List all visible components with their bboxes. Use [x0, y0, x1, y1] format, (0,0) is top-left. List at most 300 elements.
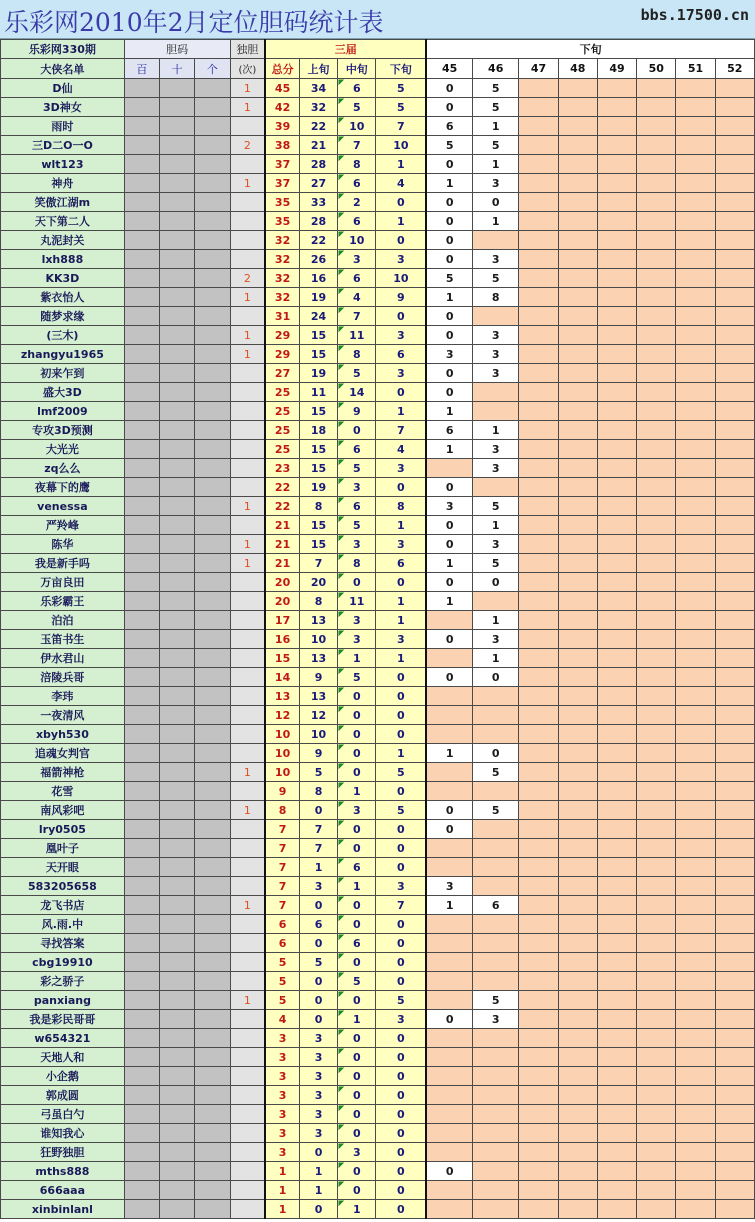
name-cell: 我是新手吗: [1, 554, 125, 573]
day-51-cell: [676, 972, 715, 991]
table-row: [1, 1048, 755, 1067]
name-cell: 彩之骄子: [1, 972, 125, 991]
bai-cell: [124, 839, 159, 858]
dudan-count-cell: [230, 744, 265, 763]
day-52-cell: [715, 478, 754, 497]
day-50-cell: [637, 1067, 676, 1086]
ge-cell: [195, 1010, 230, 1029]
day-51-cell: [676, 1086, 715, 1105]
zhongxun-cell: 8: [338, 345, 376, 364]
day-47-cell: [519, 250, 558, 269]
day-45-cell: 0: [426, 668, 472, 687]
day-50-cell: [637, 383, 676, 402]
day-47-cell: [519, 934, 558, 953]
shangxun-cell: 15: [299, 516, 337, 535]
dudan-count-cell: [230, 117, 265, 136]
day-46-cell: 1: [473, 155, 519, 174]
table-row: [1, 953, 755, 972]
ge-cell: [195, 155, 230, 174]
total-score-cell: 16: [265, 630, 299, 649]
shangxun-cell: 3: [299, 877, 337, 896]
day-48-cell: [558, 972, 597, 991]
day-48-cell: [558, 288, 597, 307]
table-row: [1, 972, 755, 991]
day-50-cell: [637, 839, 676, 858]
day-45-cell: 0: [426, 516, 472, 535]
day-47-cell: [519, 611, 558, 630]
total-score-cell: 20: [265, 592, 299, 611]
day-51-cell: [676, 1067, 715, 1086]
total-score-cell: 25: [265, 440, 299, 459]
shi-cell: [160, 801, 195, 820]
day-52-cell: [715, 668, 754, 687]
day-52-cell: [715, 1048, 754, 1067]
day-46-cell: 1: [473, 421, 519, 440]
bai-cell: [124, 231, 159, 250]
day-52-cell: [715, 1124, 754, 1143]
day-49-cell: [597, 611, 636, 630]
day-47-cell: [519, 1143, 558, 1162]
day-45-cell: 1: [426, 402, 472, 421]
xiaxun-cell: 4: [376, 174, 426, 193]
dudan-count-cell: [230, 877, 265, 896]
xiaxun-cell: 0: [376, 1048, 426, 1067]
day-52-cell: [715, 877, 754, 896]
total-score-cell: 3: [265, 1067, 299, 1086]
total-score-cell: 32: [265, 288, 299, 307]
zhongxun-cell: 8: [338, 155, 376, 174]
day-50-cell: [637, 877, 676, 896]
day-48-cell: [558, 611, 597, 630]
shi-cell: [160, 345, 195, 364]
day-47-cell: [519, 915, 558, 934]
day-45-cell: 1: [426, 896, 472, 915]
day-52-cell: [715, 630, 754, 649]
day-48-cell: [558, 402, 597, 421]
day-49-cell: [597, 440, 636, 459]
shangxun-cell: 0: [299, 991, 337, 1010]
zhongxun-cell: 3: [338, 630, 376, 649]
day-49-cell: [597, 1162, 636, 1181]
zhongxun-cell: 3: [338, 611, 376, 630]
day-46-cell: 5: [473, 554, 519, 573]
shangxun-cell: 15: [299, 402, 337, 421]
xiaxun-cell: 10: [376, 269, 426, 288]
day-45-cell: 0: [426, 820, 472, 839]
day-47-cell: [519, 554, 558, 573]
bai-cell: [124, 573, 159, 592]
total-score-cell: 7: [265, 820, 299, 839]
day-45-cell: [426, 1105, 472, 1124]
total-score-cell: 27: [265, 364, 299, 383]
day-49-cell: [597, 991, 636, 1010]
table-row: [1, 117, 755, 136]
ge-cell: [195, 402, 230, 421]
shi-cell: [160, 1105, 195, 1124]
day-49-cell: [597, 535, 636, 554]
day-48-cell: [558, 1105, 597, 1124]
ge-cell: [195, 611, 230, 630]
day-50-cell: [637, 79, 676, 98]
day-51-cell: [676, 288, 715, 307]
day-49-cell: [597, 744, 636, 763]
name-cell: 天地人和: [1, 1048, 125, 1067]
day-46-cell: [473, 877, 519, 896]
dudan-count-cell: [230, 1067, 265, 1086]
day-51-cell: [676, 801, 715, 820]
day-46-cell: [473, 1067, 519, 1086]
day-48-cell: [558, 991, 597, 1010]
table-row: [1, 1124, 755, 1143]
day-49-cell: [597, 972, 636, 991]
shi-cell: [160, 706, 195, 725]
table-row: [1, 782, 755, 801]
day-49-cell: [597, 782, 636, 801]
day-49-cell: [597, 1105, 636, 1124]
day-52-cell: [715, 1010, 754, 1029]
day-48-cell: [558, 79, 597, 98]
day-48-cell: [558, 573, 597, 592]
ge-cell: [195, 801, 230, 820]
day-45-cell: [426, 763, 472, 782]
xiaxun-cell: 1: [376, 516, 426, 535]
zhongxun-cell: 9: [338, 402, 376, 421]
shangxun-cell: 8: [299, 782, 337, 801]
zhongxun-cell: 1: [338, 782, 376, 801]
ge-cell: [195, 744, 230, 763]
zhongxun-cell: 0: [338, 839, 376, 858]
shi-cell: [160, 820, 195, 839]
shi-cell: [160, 1200, 195, 1219]
day-48-cell: [558, 839, 597, 858]
day-48-cell: [558, 98, 597, 117]
day-51-cell: [676, 953, 715, 972]
day-45-cell: 0: [426, 212, 472, 231]
day-47-cell: [519, 877, 558, 896]
shangxun-cell: 1: [299, 858, 337, 877]
name-cell: 花雪: [1, 782, 125, 801]
day-46-cell: 3: [473, 1010, 519, 1029]
day-47-cell: [519, 630, 558, 649]
table-row: [1, 98, 755, 117]
day-52-cell: [715, 1143, 754, 1162]
day-46-cell: 3: [473, 440, 519, 459]
table-row: [1, 364, 755, 383]
shangxun-cell: 8: [299, 497, 337, 516]
day-51-cell: [676, 231, 715, 250]
day-48-cell: [558, 858, 597, 877]
shangxun-cell: 10: [299, 630, 337, 649]
table-row: [1, 1067, 755, 1086]
zhongxun-cell: 3: [338, 801, 376, 820]
ge-cell: [195, 649, 230, 668]
bai-cell: [124, 592, 159, 611]
xiaxun-cell: 1: [376, 402, 426, 421]
bai-cell: [124, 212, 159, 231]
day-51-cell: [676, 649, 715, 668]
day-45-cell: [426, 972, 472, 991]
bai-cell: [124, 1010, 159, 1029]
xiaxun-cell: 0: [376, 668, 426, 687]
dudan-count-cell: 1: [230, 763, 265, 782]
day-51-cell: [676, 782, 715, 801]
day-45-cell: 0: [426, 231, 472, 250]
day-47-cell: [519, 307, 558, 326]
day-45-cell: 0: [426, 326, 472, 345]
day-50-cell: [637, 250, 676, 269]
name-cell: xinbinlanl: [1, 1200, 125, 1219]
bai-cell: [124, 706, 159, 725]
bai-header: 百: [124, 59, 159, 79]
shangxun-cell: 13: [299, 611, 337, 630]
table-row: [1, 269, 755, 288]
day-48-cell: [558, 953, 597, 972]
day-50-cell: [637, 1029, 676, 1048]
zhongxun-cell: 3: [338, 478, 376, 497]
day-47-cell: [519, 1086, 558, 1105]
day-49-cell: [597, 402, 636, 421]
shi-cell: [160, 459, 195, 478]
day-46-cell: 5: [473, 991, 519, 1010]
shi-cell: [160, 79, 195, 98]
dudan-count-cell: [230, 459, 265, 478]
zhongxun-cell: 6: [338, 79, 376, 98]
day-52-cell: [715, 1086, 754, 1105]
day-50-cell: [637, 687, 676, 706]
xiaxun-cell: 7: [376, 421, 426, 440]
day-51-cell: [676, 250, 715, 269]
day-47-cell: [519, 763, 558, 782]
day-51-cell: [676, 630, 715, 649]
dudan-count-cell: 1: [230, 98, 265, 117]
dudan-count-cell: [230, 212, 265, 231]
shangxun-cell: 13: [299, 687, 337, 706]
day-46-cell: 1: [473, 611, 519, 630]
day-45-cell: [426, 649, 472, 668]
dudan-count-cell: [230, 953, 265, 972]
total-score-cell: 21: [265, 516, 299, 535]
day-49-cell: [597, 668, 636, 687]
shangxun-cell: 19: [299, 364, 337, 383]
day-52-cell: [715, 763, 754, 782]
zhongxun-cell: 4: [338, 288, 376, 307]
dudan-count-cell: [230, 592, 265, 611]
name-cell: 天下第二人: [1, 212, 125, 231]
dudan-count-cell: [230, 1105, 265, 1124]
name-cell: 丸泥封关: [1, 231, 125, 250]
day-47-cell: [519, 136, 558, 155]
bai-cell: [124, 79, 159, 98]
ge-cell: [195, 1086, 230, 1105]
day-50-cell: [637, 972, 676, 991]
table-row: [1, 326, 755, 345]
day-52-cell: [715, 839, 754, 858]
day-50-cell: [637, 934, 676, 953]
day-49-cell: [597, 307, 636, 326]
shangxun-cell: 3: [299, 1029, 337, 1048]
table-row: [1, 250, 755, 269]
shangxun-cell: 7: [299, 839, 337, 858]
shangxun-cell: 3: [299, 1105, 337, 1124]
day-46-cell: [473, 402, 519, 421]
day-49-cell: [597, 1181, 636, 1200]
dudan-count-cell: [230, 1200, 265, 1219]
day-47-cell: [519, 383, 558, 402]
day-51-cell: [676, 573, 715, 592]
day-52-cell: [715, 649, 754, 668]
shangxun-cell: 15: [299, 326, 337, 345]
name-col-header: 大侠名单: [1, 59, 125, 79]
day-52-cell: [715, 402, 754, 421]
day-45-cell: 5: [426, 269, 472, 288]
name-cell: 狂野独胆: [1, 1143, 125, 1162]
name-cell: 福箭神枪: [1, 763, 125, 782]
bai-cell: [124, 535, 159, 554]
ge-cell: [195, 1029, 230, 1048]
bai-cell: [124, 1143, 159, 1162]
day-49-cell: [597, 1086, 636, 1105]
table-row: [1, 136, 755, 155]
day-51-cell: [676, 117, 715, 136]
name-cell: panxiang: [1, 991, 125, 1010]
day-52-cell: [715, 345, 754, 364]
shangxun-cell: 22: [299, 117, 337, 136]
shangxun-cell: 19: [299, 288, 337, 307]
day-50-cell: [637, 459, 676, 478]
day-46-cell: 3: [473, 459, 519, 478]
xiaxun-cell: 1: [376, 592, 426, 611]
day-45-cell: [426, 1086, 472, 1105]
day-45-cell: [426, 934, 472, 953]
day-47-cell: [519, 345, 558, 364]
bai-cell: [124, 383, 159, 402]
dudan-count-cell: [230, 934, 265, 953]
day-50-cell: [637, 193, 676, 212]
total-score-cell: 13: [265, 687, 299, 706]
day-47-cell: [519, 1124, 558, 1143]
day-50-cell: [637, 497, 676, 516]
xiaxun-cell: 0: [376, 839, 426, 858]
day-47-cell: [519, 326, 558, 345]
table-row: [1, 668, 755, 687]
day-51-cell: [676, 402, 715, 421]
total-score-cell: 31: [265, 307, 299, 326]
zhongxun-cell: 11: [338, 592, 376, 611]
header-row-1: [1, 40, 755, 59]
total-score-cell: 37: [265, 155, 299, 174]
day-46-cell: [473, 915, 519, 934]
day-47-cell: [519, 1181, 558, 1200]
day-49-cell: [597, 706, 636, 725]
day-50-cell: [637, 725, 676, 744]
zhongxun-cell: 1: [338, 877, 376, 896]
day-46-cell: [473, 1124, 519, 1143]
day-47-cell: [519, 1162, 558, 1181]
day-45-cell: 0: [426, 1162, 472, 1181]
ge-cell: [195, 592, 230, 611]
day-47-cell: [519, 649, 558, 668]
shangxun-cell: 32: [299, 98, 337, 117]
bai-cell: [124, 1067, 159, 1086]
total-score-cell: 29: [265, 345, 299, 364]
day-47-cell: [519, 459, 558, 478]
day-45-cell: [426, 611, 472, 630]
ge-cell: [195, 326, 230, 345]
day-45-cell: 0: [426, 573, 472, 592]
day-51-cell: [676, 744, 715, 763]
day-46-cell: [473, 1181, 519, 1200]
xiaxun-cell: 0: [376, 1200, 426, 1219]
ge-cell: [195, 117, 230, 136]
xiaxun-cell: 0: [376, 1105, 426, 1124]
day-50-cell: [637, 896, 676, 915]
shangxun-cell: 0: [299, 1010, 337, 1029]
xiaxun-cell: 3: [376, 326, 426, 345]
day-52-cell: [715, 136, 754, 155]
day-50-cell: [637, 478, 676, 497]
name-cell: cbg19910: [1, 953, 125, 972]
day-48-cell: [558, 1048, 597, 1067]
name-cell: KK3D: [1, 269, 125, 288]
day-45-cell: [426, 782, 472, 801]
day-52-cell: [715, 269, 754, 288]
shi-cell: [160, 1029, 195, 1048]
day-51-cell: [676, 1010, 715, 1029]
total-score-cell: 38: [265, 136, 299, 155]
ge-cell: [195, 991, 230, 1010]
day-51-cell: [676, 1105, 715, 1124]
name-cell: zq么么: [1, 459, 125, 478]
day-47-cell: [519, 687, 558, 706]
day-48-cell: [558, 877, 597, 896]
name-cell: zhangyu1965: [1, 345, 125, 364]
table-row: [1, 687, 755, 706]
shangxun-cell: 5: [299, 763, 337, 782]
total-score-cell: 10: [265, 725, 299, 744]
day-48-cell: [558, 687, 597, 706]
bai-cell: [124, 516, 159, 535]
bai-cell: [124, 991, 159, 1010]
ge-cell: [195, 630, 230, 649]
day-47-cell: [519, 193, 558, 212]
day-46-cell: 0: [473, 573, 519, 592]
site-url: bbs.17500.cn: [640, 6, 749, 24]
day-48-cell: [558, 896, 597, 915]
name-cell: 乐彩霸王: [1, 592, 125, 611]
total-score-cell: 32: [265, 269, 299, 288]
table-row: [1, 801, 755, 820]
bai-cell: [124, 1124, 159, 1143]
day-46-cell: [473, 592, 519, 611]
day-51-cell: [676, 269, 715, 288]
dudan-count-cell: [230, 1124, 265, 1143]
day-45-cell: [426, 991, 472, 1010]
zhongxun-cell: 10: [338, 117, 376, 136]
table-row: [1, 592, 755, 611]
day-52-cell: [715, 554, 754, 573]
day-49-cell: [597, 1029, 636, 1048]
day-49-cell: [597, 1010, 636, 1029]
ge-cell: [195, 516, 230, 535]
ge-cell: [195, 782, 230, 801]
day-48-cell: [558, 1181, 597, 1200]
day-51-cell: [676, 858, 715, 877]
xiaxun-header: 下旬: [426, 40, 754, 59]
dudan-count-cell: [230, 383, 265, 402]
bai-cell: [124, 877, 159, 896]
day-46-cell: 8: [473, 288, 519, 307]
shangxun-cell: 21: [299, 136, 337, 155]
